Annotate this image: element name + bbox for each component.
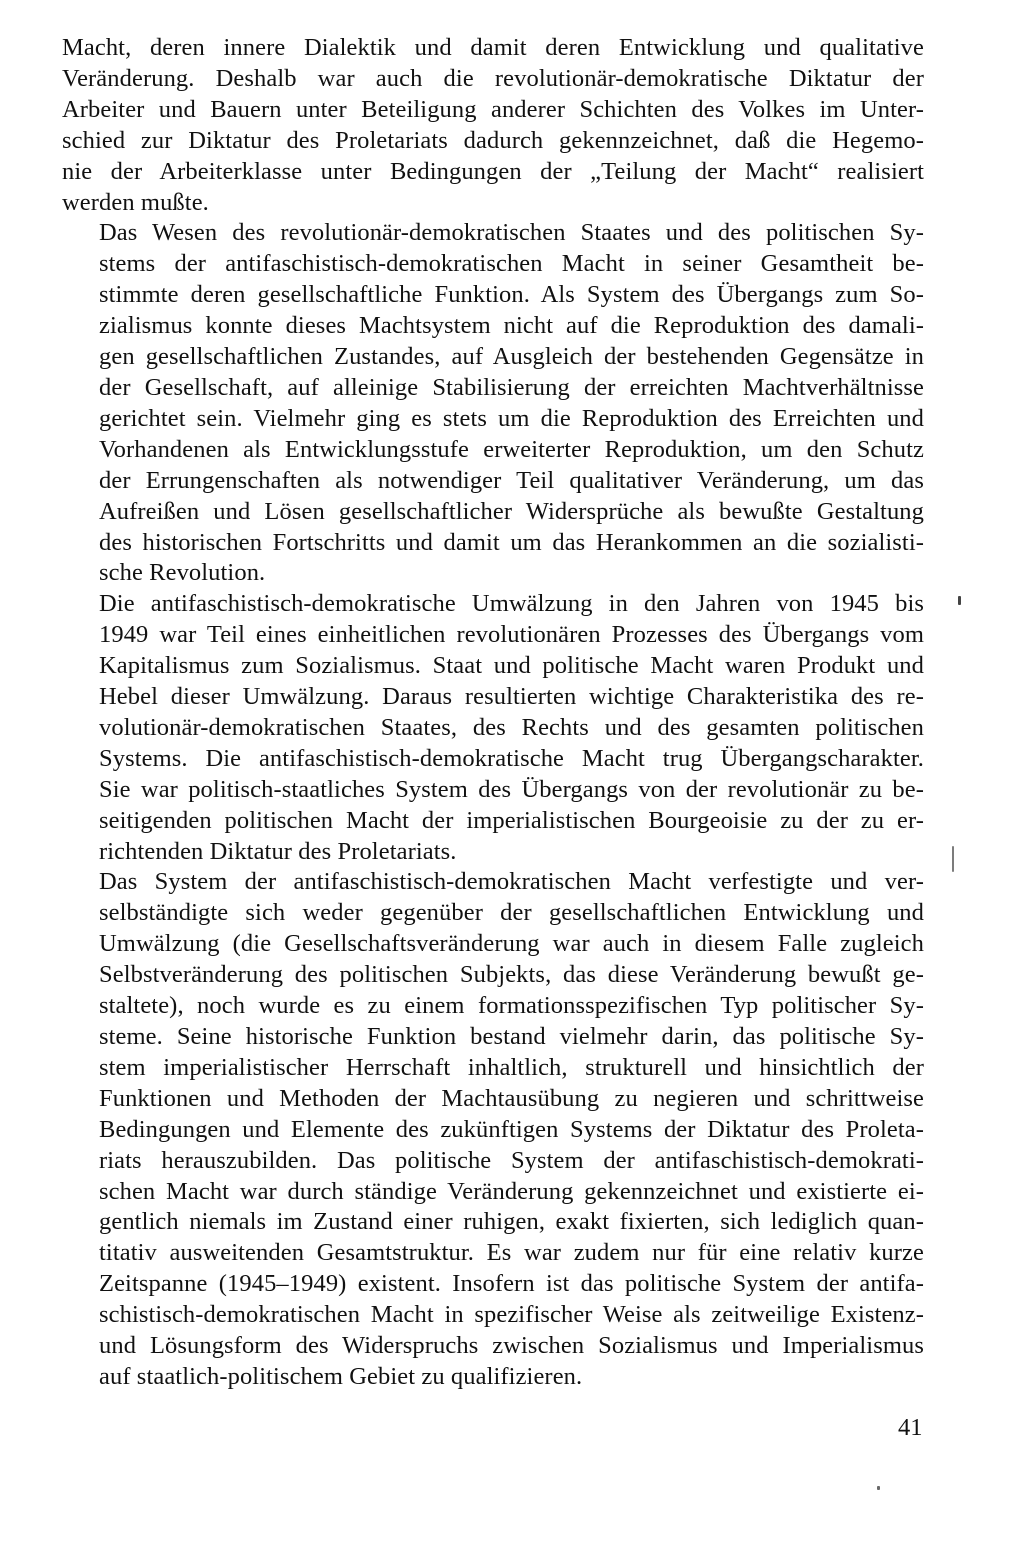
text-line: gentlich niemals im Zustand einer ruhigen, exakt fixierten, sich lediglich quan- <box>99 1208 924 1236</box>
paragraph-1 <box>62 33 924 218</box>
text-line: Aufreißen und Lösen gesellschaftlicher Widersprüche als bewußte Gestaltung <box>99 497 924 525</box>
text-line: der Gesellschaft, auf alleinige Stabilisierung der erreichten Machtverhältnisse <box>99 373 924 401</box>
text-line: zialismus konnte dieses Machtsystem nicht auf die Reproduktion des damali- <box>99 312 924 340</box>
body-text <box>62 33 924 1393</box>
text-line: Zeitspanne (1945–1949) existent. Insofern ist das politische System der antifa- <box>99 1270 924 1298</box>
text-line: Umwälzung (die Gesellschaftsveränderung war auch in diesem Falle zugleich <box>99 930 924 958</box>
text-line: selbständigte sich weder gegenüber der gesellschaftlichen Entwicklung und <box>99 899 924 927</box>
text-line: Bedingungen und Elemente des zukünftigen Systems der Diktatur des Proleta- <box>99 1115 924 1143</box>
text-line: Sie war politisch-staatliches System des Übergangs von der revolutionär zu be- <box>99 775 924 803</box>
text-line: Arbeiter und Bauern unter Beteiligung anderer Schichten des Volkes im Unter- <box>62 95 924 123</box>
paragraph-2 <box>62 218 924 589</box>
paragraph-4 <box>62 867 924 1392</box>
scan-mark <box>877 1486 880 1490</box>
text-line: volutionär-demokratischen Staates, des Rechts und des gesamten politischen <box>99 713 924 741</box>
text-line: schied zur Diktatur des Proletariats dadurch gekennzeichnet, daß die Hegemo- <box>62 126 924 154</box>
text-line: werden mußte. <box>62 188 209 216</box>
text-line: steme. Seine historische Funktion bestand vielmehr darin, das politische Sy- <box>99 1023 924 1050</box>
text-line: seitigenden politischen Macht der imperialistischen Bourgeoisie zu der zu er- <box>99 806 924 834</box>
text-line: nie der Arbeiterklasse unter Bedingungen der „Teilung der Macht“ realisiert <box>62 157 924 185</box>
text-line: stem imperialistischer Herrschaft inhaltlich, strukturell und hinsichtlich der <box>99 1053 924 1081</box>
text-line: Die antifaschistisch-demokratische Umwälzung in den Jahren von 1945 bis <box>99 590 924 618</box>
text-line: und Lösungsform des Widerspruchs zwischen Sozialismus und Imperialismus <box>99 1332 924 1360</box>
text-line: 1949 war Teil eines einheitlichen revolutionären Prozesses des Übergangs vom <box>99 621 924 649</box>
paragraph-3 <box>62 589 924 867</box>
text-line: des historischen Fortschritts und damit um das Herankommen an die sozialisti- <box>99 528 924 556</box>
text-line: Selbstveränderung des politischen Subjekts, das diese Veränderung bewußt ge- <box>99 961 924 989</box>
scan-mark <box>952 846 954 872</box>
text-line: gen gesellschaftlichen Zustandes, auf Ausgleich der bestehenden Gegensätze in <box>99 343 924 371</box>
text-line: schen Macht war durch ständige Veränderung gekennzeichnet und existierte ei- <box>99 1177 924 1205</box>
text-line: Vorhandenen als Entwicklungsstufe erweiterter Reproduktion, um den Schutz <box>99 435 924 463</box>
text-line: riats herauszubilden. Das politische System der antifaschistisch-demokrati- <box>99 1146 924 1174</box>
scan-mark <box>958 596 961 605</box>
text-line: stems der antifaschistisch-demokratischen Macht in seiner Gesamtheit be- <box>99 250 924 278</box>
text-line: richtenden Diktatur des Proletariats. <box>99 837 457 865</box>
text-line: Das Wesen des revolutionär-demokratischen Staates und des politischen Sy- <box>99 219 924 247</box>
text-line: schistisch-demokratischen Macht in spezifischer Weise als zeitweilige Existenz- <box>99 1301 924 1329</box>
text-line: Kapitalismus zum Sozialismus. Staat und politische Macht waren Produkt und <box>99 652 924 680</box>
text-line: gerichtet sein. Vielmehr ging es stets um die Reproduktion des Erreichten und <box>99 404 924 432</box>
text-line: Macht, deren innere Dialektik und damit deren Entwicklung und qualitative <box>62 34 924 61</box>
text-line: sche Revolution. <box>99 559 266 587</box>
text-line: der Errungenschaften als notwendiger Teil qualitativer Veränderung, um das <box>99 466 924 494</box>
text-line: Systems. Die antifaschistisch-demokratische Macht trug Übergangscharakter. <box>99 744 924 772</box>
text-line: titativ ausweitenden Gesamtstruktur. Es war zudem nur für eine relativ kurze <box>99 1239 924 1267</box>
text-line: auf staatlich-politischem Gebiet zu qualifizieren. <box>99 1362 583 1390</box>
text-line: staltete), noch wurde es zu einem formationsspezifischen Typ politischer Sy- <box>99 992 924 1020</box>
text-line: Funktionen und Methoden der Machtausübung zu negieren und schrittweise <box>99 1084 924 1112</box>
text-line: stimmte deren gesellschaftliche Funktion. Als System des Übergangs zum So- <box>99 281 924 309</box>
text-line: Das System der antifaschistisch-demokratischen Macht verfestigte und ver- <box>99 868 924 896</box>
text-line: Hebel dieser Umwälzung. Daraus resultierten wichtige Charakteristika des re- <box>99 683 924 711</box>
page-number: 41 <box>898 1414 923 1441</box>
text-line: Veränderung. Deshalb war auch die revolutionär-demokratische Diktatur der <box>62 64 924 92</box>
